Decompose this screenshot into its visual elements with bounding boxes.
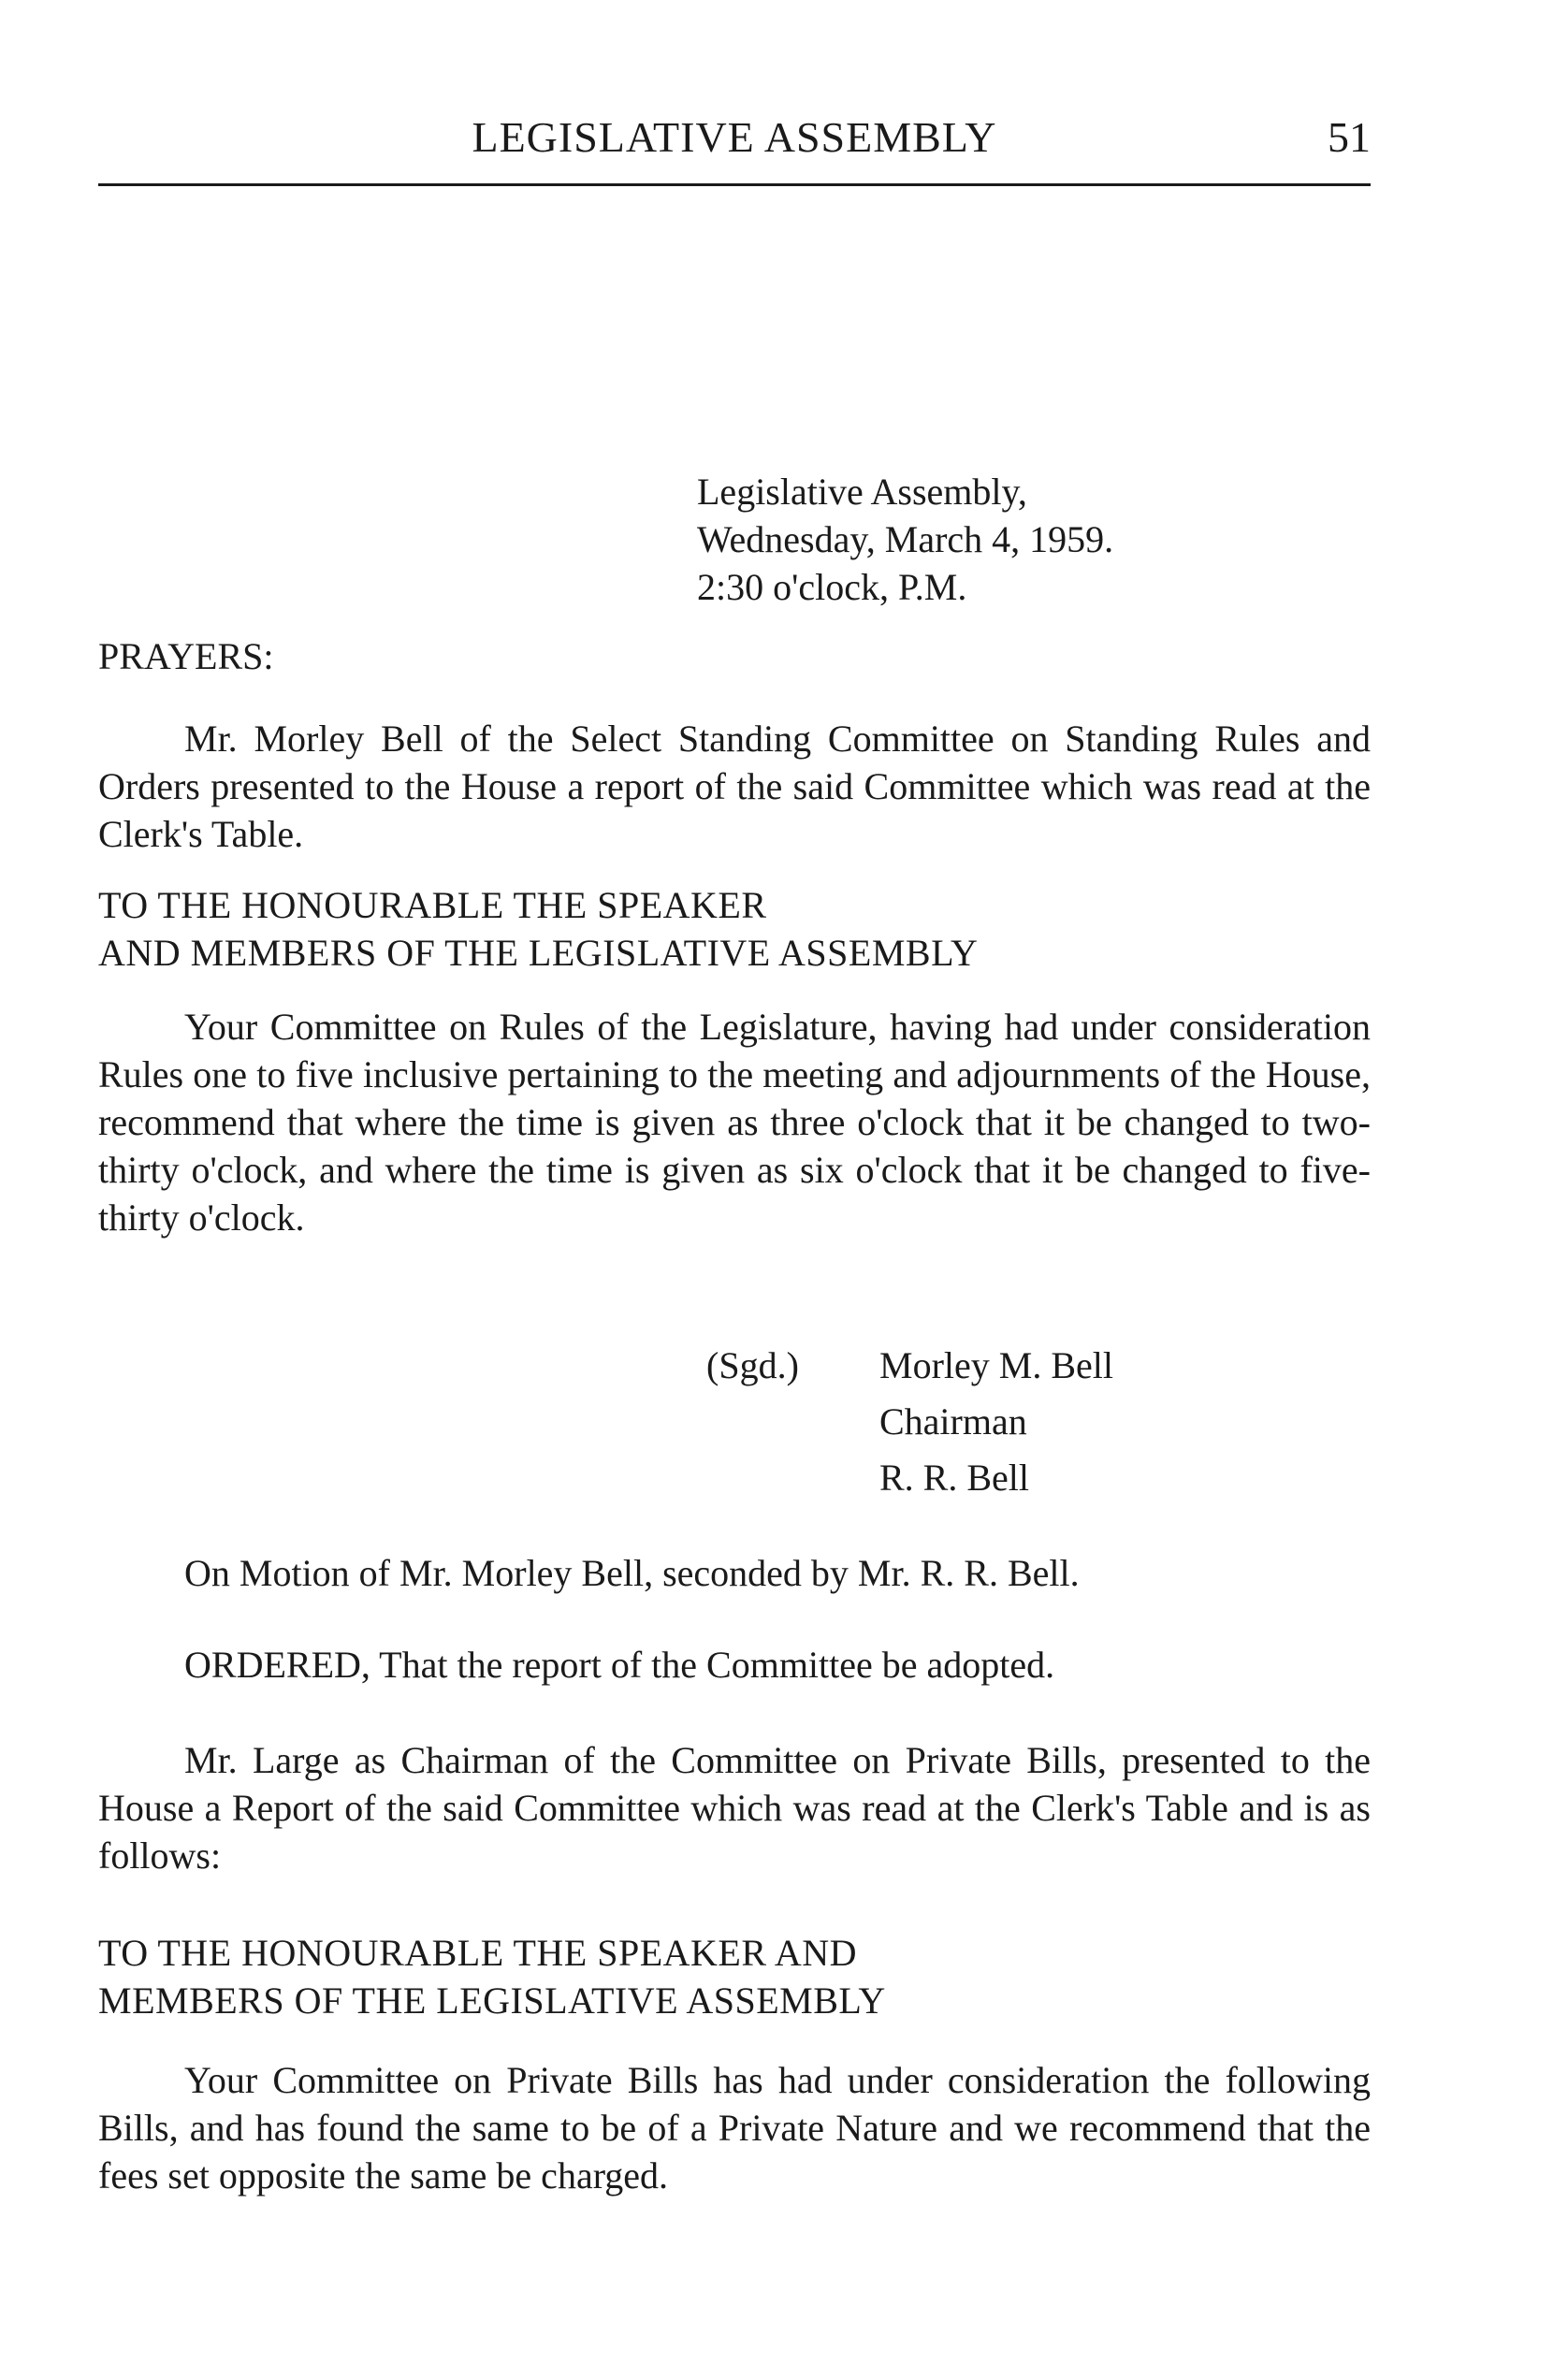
dateline-date: Wednesday, March 4, 1959. [697, 518, 1114, 560]
dateline-time: 2:30 o'clock, P.M. [697, 566, 967, 608]
prayers-heading: PRAYERS: [98, 635, 274, 677]
running-title: LEGISLATIVE ASSEMBLY [472, 113, 997, 161]
page-number: 51 [1328, 113, 1371, 161]
address-line: MEMBERS OF THE LEGISLATIVE ASSEMBLY [98, 1979, 886, 2022]
address-heading-1 [98, 881, 1371, 977]
signature-label: (Sgd.) [706, 1344, 799, 1386]
motion-line: On Motion of Mr. Morley Bell, seconded by Mr. R. R. Bell. [184, 1552, 1080, 1594]
ordered-line: ORDERED, That the report of the Committee be adopted. [184, 1644, 1055, 1686]
signatory-role: Chairman [879, 1400, 1027, 1443]
address-line: TO THE HONOURABLE THE SPEAKER [98, 884, 767, 926]
dateline [697, 468, 1113, 611]
page-header [98, 112, 1371, 168]
address-line: AND MEMBERS OF THE LEGISLATIVE ASSEMBLY [98, 932, 979, 974]
paragraph-bills-consideration: Your Committee on Private Bills has had under consideration the following Bills, and has found the same to be of a Private Nature and we recommend that the fees set opposite the same be charged. [98, 2059, 1371, 2197]
signatory-name: Morley M. Bell [879, 1344, 1113, 1386]
dateline-place: Legislative Assembly, [697, 471, 1027, 513]
address-heading-2 [98, 1929, 1371, 2024]
signature-block [879, 1338, 1113, 1506]
paragraph-private-bills: Mr. Large as Chairman of the Committee on Private Bills, presented to the House a Report of the said Committee which was read at the Clerk's Table and is as follows: [98, 1739, 1371, 1877]
paragraph-committee-report: Mr. Morley Bell of the Select Standing Committee on Standing Rules and Orders presented to the House a report of the said Committee which was read at the Clerk's Table. [98, 718, 1371, 855]
signatory-name: R. R. Bell [879, 1457, 1030, 1499]
header-rule [98, 183, 1371, 186]
address-line: TO THE HONOURABLE THE SPEAKER AND [98, 1932, 857, 1974]
paragraph-rules: Your Committee on Rules of the Legislature, having had under consideration Rules one to five inclusive pertaining to the meeting and adjournments of the House, recommend that where the time is given as three o'clock that it be changed to two-thirty o'clock, and where the time is given as six o'clock that it be changed to five-thirty o'clock. [98, 1006, 1371, 1239]
